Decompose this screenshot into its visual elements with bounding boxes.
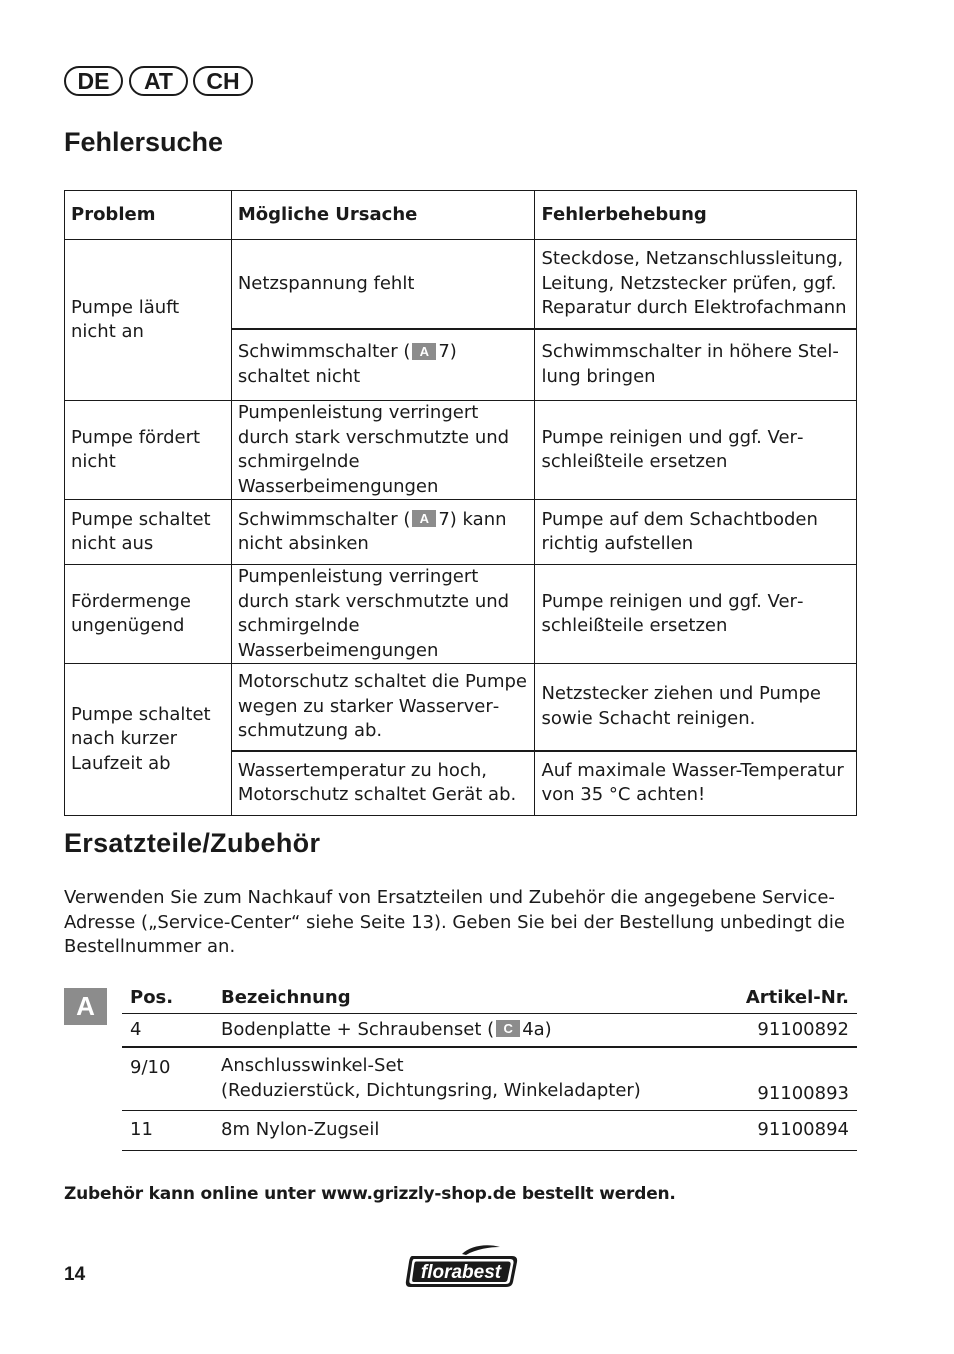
fix-cell: Pumpe auf dem Schachtboden richtig aufstellen [535,500,857,565]
problem-cell: Pumpe schaltet nicht aus [65,500,232,565]
figure-reference-badge: A [412,510,436,527]
figure-a-badge: A [64,988,107,1025]
fix-cell: Pumpe reinigen und ggf. Verschleißteile ersetzen [535,401,857,500]
online-order-note: Zubehör kann online unter www.grizzly-shop.de bestellt werden. [64,1184,676,1204]
table-header-row [122,983,857,1014]
cause-cell [231,329,535,401]
cause-cell [231,500,535,565]
florabest-logo [404,1244,520,1292]
table-row [122,1111,857,1151]
page-number: 14 [64,1264,86,1285]
cause-cell: Netzspannung fehlt [231,240,535,329]
article-cell: 91100894 [693,1111,857,1151]
table-row [122,1014,857,1047]
name-text: Bodenplatte + Schraubenset ( [221,1018,495,1040]
cause-cell: Pumpenleistung verringert durch stark verschmutzte und schmirgelnde Wasserbeimengungen [231,565,535,664]
fix-cell: Schwimmschalter in höhere Stellung bringen [535,329,857,401]
table-row [65,500,857,565]
cause-cell: Pumpenleistung verringert durch stark verschmutzte und schmirgelnde Wasserbeimengungen [231,401,535,500]
language-badge-ch: CH [193,66,253,96]
cause-text: 7) schaltet nicht [237,341,457,387]
name-cell [213,1014,693,1047]
column-header-cause: Mögliche Ursache [231,191,535,240]
language-badge-de: DE [64,66,123,96]
figure-reference-badge: A [412,343,436,360]
column-header-name: Bezeichnung [221,986,351,1008]
name-line: Anschlusswinkel-Set [221,1055,404,1077]
cause-text: Schwimmschalter ( [237,508,411,530]
fix-cell: Netzstecker ziehen und Pumpe sowie Schacht reinigen. [535,664,857,751]
cause-cell: Motorschutz schaltet die Pumpe wegen zu starker Wasserverschmutzung ab. [231,664,535,751]
fix-cell: Steckdose, Netzanschlussleitung, Leitung, Netzstecker prüfen, ggf. Reparatur durch Elektrofachmann [535,240,857,329]
fix-cell: Auf maximale Wasser-Temperatur von 35 °C achten! [535,751,857,816]
article-cell: 91100893 [693,1047,857,1111]
name-cell: 8m Nylon-Zugseil [213,1111,693,1151]
parts-intro-text: Verwenden Sie zum Nachkauf von Ersatzteilen und Zubehör die angegebene Service-Adresse („Service-Center“ siehe Seite 13). Geben Sie bei der Bestellung unbedingt die Bestellnummer an. [64,887,845,957]
language-badge-at: AT [129,66,188,96]
parts-table [122,983,857,1151]
cause-text: Schwimmschalter ( [237,341,411,363]
pos-cell: 9/10 [122,1047,213,1111]
table-row [65,565,857,664]
name-text: 4a) [522,1018,552,1040]
table-row [65,664,857,751]
problem-cell: Pumpe schaltet nach kurzer Laufzeit ab [65,664,232,816]
troubleshooting-table [64,190,857,816]
problem-cell: Pumpe läuft nicht an [65,240,232,401]
name-cell [213,1047,693,1111]
fix-cell: Pumpe reinigen und ggf. Verschleißteile ersetzen [535,565,857,664]
figure-reference-badge: C [496,1020,520,1037]
logo-text: florabest [420,1262,502,1283]
table-row [65,240,857,329]
pos-cell: 4 [122,1014,213,1047]
column-header-problem: Problem [65,191,232,240]
table-row [122,1047,857,1111]
table-row [65,401,857,500]
article-cell: 91100892 [693,1014,857,1047]
column-header-article: Artikel-Nr. [745,986,849,1008]
cause-cell: Wassertemperatur zu hoch, Motorschutz schaltet Gerät ab. [231,751,535,816]
problem-cell: Pumpe fördert nicht [65,401,232,500]
column-header-fix: Fehlerbehebung [535,191,857,240]
table-header-row [65,191,857,240]
name-line: (Reduzierstück, Dichtungsring, Winkeladapter) [221,1079,641,1101]
problem-cell: Fördermenge ungenügend [65,565,232,664]
parts-title: Ersatzteile/Zubehör [64,828,321,858]
column-header-pos: Pos. [130,986,174,1008]
troubleshooting-title: Fehlersuche [64,127,224,157]
cause-text: 7) kann nicht absinken [237,508,507,554]
pos-cell: 11 [122,1111,213,1151]
